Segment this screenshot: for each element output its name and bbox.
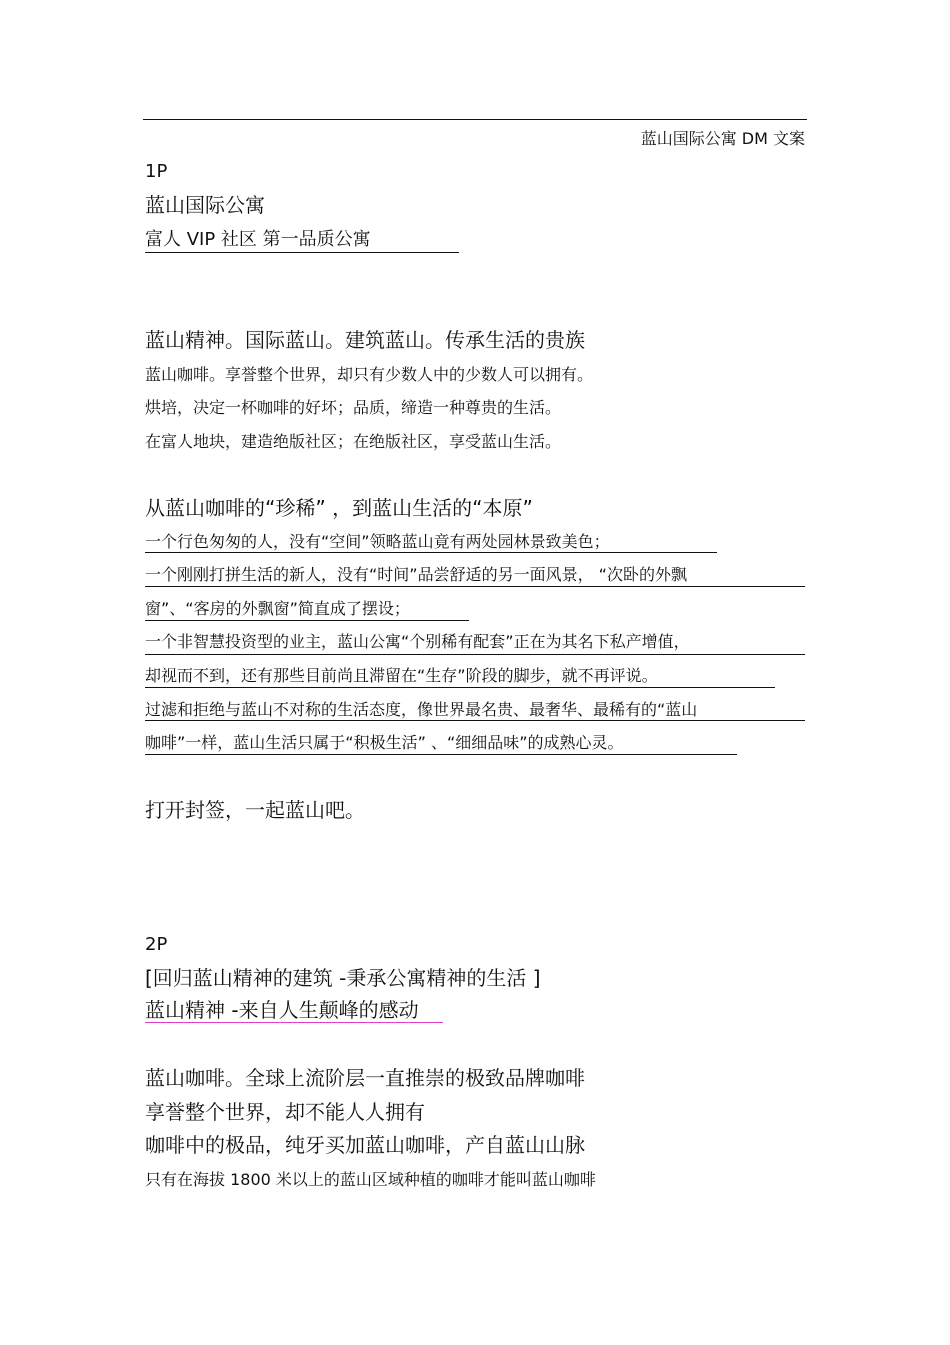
- page-2-altitude-line: 只有在海拔 1800 米以上的蓝山区域种植的咖啡才能叫蓝山咖啡: [145, 1170, 596, 1189]
- underline-6: [145, 720, 805, 721]
- closing-line: 打开封签，一起蓝山吧。: [145, 798, 365, 822]
- underline-7: [145, 754, 737, 755]
- page-label-2p: 2P: [145, 934, 168, 955]
- underlined-line-1: 一个行色匆匆的人，没有“空间”领略蓝山竟有两处园林景致美色；: [145, 532, 610, 551]
- body-line-1: 蓝山咖啡。享誉整个世界，却只有少数人中的少数人可以拥有。: [145, 365, 594, 384]
- underline-2: [145, 586, 805, 587]
- body-line-3: 在富人地块，建造绝版社区；在绝版社区，享受蓝山生活。: [145, 432, 562, 451]
- spirit-heading: 蓝山精神。国际蓝山。建筑蓝山。传承生活的贵族: [145, 328, 585, 352]
- page-1-tagline: 富人 VIP 社区 第一品质公寓: [145, 229, 371, 250]
- page-2-line-1: 蓝山咖啡。全球上流阶层一直推崇的极致品牌咖啡: [145, 1066, 585, 1090]
- underline-4: [145, 654, 805, 655]
- underlined-line-7: 咖啡”一样，蓝山生活只属于“积极生活” 、“细细品味”的成熟心灵。: [145, 733, 624, 752]
- document-header-title: 蓝山国际公寓 DM 文案: [640, 129, 805, 148]
- page-2-line-2: 享誉整个世界，却不能人人拥有: [145, 1100, 425, 1124]
- page-label-1p: 1P: [145, 161, 168, 182]
- page-2-subtitle: 蓝山精神 -来自人生颠峰的感动: [145, 998, 419, 1022]
- page-2-line-3: 咖啡中的极品，纯牙买加蓝山咖啡，产自蓝山山脉: [145, 1133, 585, 1157]
- body-line-2: 烘培，决定一杯咖啡的好坏；品质，缔造一种尊贵的生活。: [145, 398, 562, 417]
- rarity-subheading: 从蓝山咖啡的“珍稀” ，到蓝山生活的“本原”: [145, 496, 533, 520]
- underline-3: [145, 620, 469, 621]
- underlined-line-4: 一个非智慧投资型的业主，蓝山公寓“个别稀有配套”正在为其名下私产增值，: [145, 632, 690, 651]
- underline-1: [145, 552, 717, 553]
- underlined-line-3: 窗”、“客房的外飘窗”简直成了摆设；: [145, 599, 410, 618]
- underlined-line-5: 却视而不到，还有那些目前尚且滞留在“生存”阶段的脚步，就不再评说。: [145, 666, 658, 685]
- underline-5: [145, 687, 775, 688]
- page-1-title: 蓝山国际公寓: [145, 193, 265, 217]
- underlined-line-2: 一个刚刚打拼生活的新人，没有“时间”品尝舒适的另一面风景， “次卧的外飘: [145, 565, 687, 584]
- page-2-bracket-title: [回归蓝山精神的建筑 -秉承公寓精神的生活 ]: [145, 966, 541, 990]
- header-rule: [143, 119, 807, 120]
- underlined-line-6: 过滤和拒绝与蓝山不对称的生活态度，像世界最名贵、最奢华、最稀有的“蓝山: [145, 700, 698, 719]
- subtitle-accent-underline: [145, 1022, 443, 1023]
- tagline-underline: [145, 252, 459, 253]
